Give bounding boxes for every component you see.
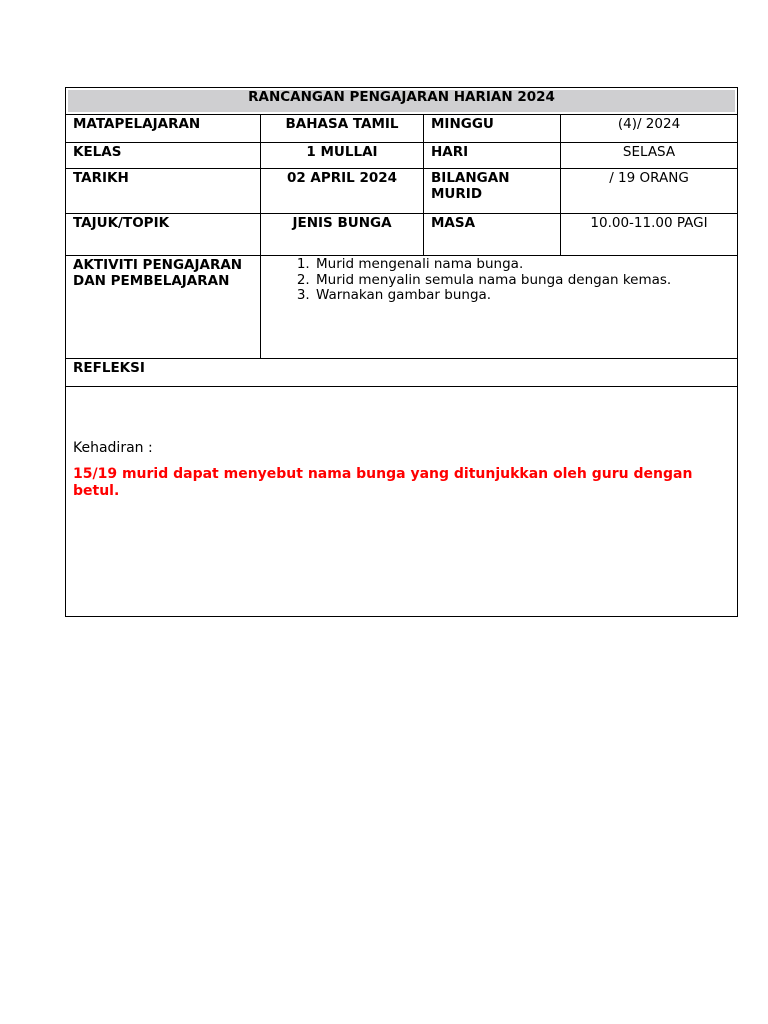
label-refleksi: REFLEKSI: [66, 359, 738, 387]
row-matapelajaran: [66, 115, 738, 143]
list-item: 2. Murid menyalin semula nama bunga dengan kemas.: [314, 273, 730, 289]
value-minggu: (4)/ 2024: [561, 115, 738, 143]
lesson-plan-table: [65, 87, 738, 617]
label-matapelajaran: MATAPELAJARAN: [66, 115, 261, 143]
row-kelas: [66, 143, 738, 169]
activity-list: [268, 257, 730, 304]
label-minggu: MINGGU: [424, 115, 561, 143]
row-tarikh: [66, 169, 738, 214]
value-hari: SELASA: [561, 143, 738, 169]
value-tarikh: 02 APRIL 2024: [261, 169, 424, 214]
document-title: RANCANGAN PENGAJARAN HARIAN 2024: [66, 88, 738, 115]
row-refleksi-body: [66, 387, 738, 617]
value-kelas: 1 MULLAI: [261, 143, 424, 169]
value-matapelajaran: BAHASA TAMIL: [261, 115, 424, 143]
value-masa: 10.00-11.00 PAGI: [561, 214, 738, 256]
list-item: 1. Murid mengenali nama bunga.: [314, 257, 730, 273]
refleksi-cell: [66, 387, 738, 617]
label-kelas: KELAS: [66, 143, 261, 169]
label-masa: MASA: [424, 214, 561, 256]
list-item: 3. Warnakan gambar bunga.: [314, 288, 730, 304]
row-refleksi-header: [66, 359, 738, 387]
label-hari: HARI: [424, 143, 561, 169]
label-tarikh: TARIKH: [66, 169, 261, 214]
refleksi-note: 15/19 murid dapat menyebut nama bunga yang ditunjukkan oleh guru dengan betul.: [73, 466, 693, 499]
row-aktiviti: [66, 256, 738, 359]
title-row: [66, 88, 738, 115]
kehadiran-text: Kehadiran :: [73, 440, 153, 456]
label-bilangan-murid: BILANGAN MURID: [424, 169, 561, 214]
label-aktiviti: AKTIVITI PENGAJARAN DAN PEMBELAJARAN: [66, 256, 261, 359]
label-tajuk: TAJUK/TOPIK: [66, 214, 261, 256]
value-bilangan-murid: / 19 ORANG: [561, 169, 738, 214]
aktiviti-cell: [261, 256, 738, 359]
value-tajuk: JENIS BUNGA: [261, 214, 424, 256]
row-tajuk: [66, 214, 738, 256]
